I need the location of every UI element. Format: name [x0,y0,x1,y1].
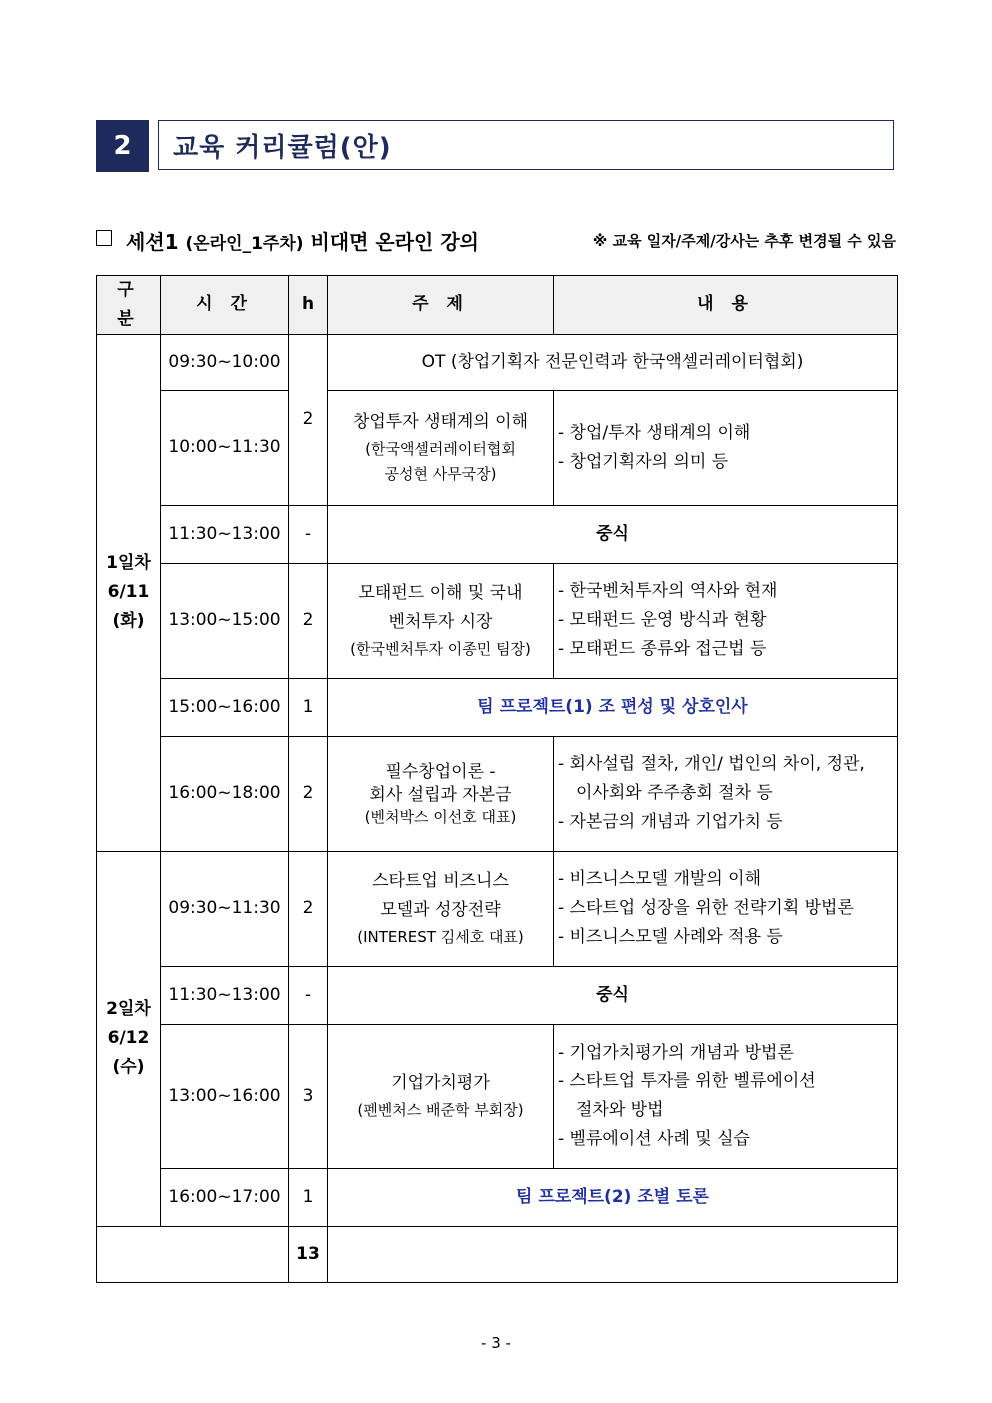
hours-cell: 2 [289,851,328,966]
content-line: - 기업가치평가의 개념과 방법론 [558,1042,794,1063]
hours-cell: 1 [289,678,328,736]
table-row [97,1024,898,1168]
change-note: ※ 교육 일자/주제/강사는 추후 변경될 수 있음 [592,232,896,250]
time-cell: 16:00~18:00 [161,736,289,851]
total-row [97,1226,898,1282]
topic-cell: OT (창업기획자 전문인력과 한국액셀러레이터협회) [328,334,898,390]
topic-line: 공성현 사무국장) [384,465,497,484]
time-cell: 11:30~13:00 [161,505,289,563]
lunch-cell: 중식 [328,966,898,1024]
day1-label: 1일차 [106,553,151,574]
content-line: 이사회와 주주총회 절차 등 [576,783,773,804]
topic-cell [328,736,554,851]
table-row [97,334,898,390]
time-cell: 11:30~13:00 [161,966,289,1024]
hours-cell: - [289,505,328,563]
checkbox-icon [96,230,112,246]
session-title-bold: 세션1 [126,230,179,254]
hours-cell: 2 [289,563,328,678]
content-cell [554,1024,898,1168]
content-cell [554,563,898,678]
time-cell: 10:00~11:30 [161,390,289,505]
content-line: - 비즈니스모델 사례와 적용 등 [558,927,783,948]
time-cell: 09:30~11:30 [161,851,289,966]
topic-line: 스타트업 비즈니스 [372,871,509,892]
section-title: 교육 커리큘럼(안) [158,120,894,170]
topic-line: 창업투자 생태계의 이해 [352,411,529,432]
table-row [97,505,898,563]
time-cell: 13:00~15:00 [161,563,289,678]
time-cell: 16:00~17:00 [161,1168,289,1226]
day2-weekday: (수) [112,1057,145,1078]
total-hours-cell: 13 [289,1226,328,1282]
topic-line: 벤처투자 시장 [388,612,493,633]
hours-cell: 2 [289,736,328,851]
content-line: 절차와 방법 [576,1100,664,1121]
content-line: - 회사설립 절차, 개인/ 법인의 차이, 정관, [558,754,865,775]
content-line: - 스타트업 성장을 위한 전략기획 방법론 [558,898,854,919]
header-content: 내 용 [554,276,898,335]
lunch-cell: 중식 [328,505,898,563]
content-line: - 모태펀드 종류와 접근법 등 [558,639,767,660]
day2-label: 2일차 [106,999,151,1020]
curriculum-table [96,275,898,1283]
topic-cell [328,390,554,505]
topic-line: 기업가치평가 [391,1073,490,1094]
topic-line: (한국액셀러레이터협회 [365,439,516,458]
table-row [97,1168,898,1226]
team-project-cell: 팀 프로젝트(1) 조 편성 및 상호인사 [328,678,898,736]
topic-line: 회사 설립과 자본금 [369,784,512,805]
table-row [97,678,898,736]
content-line: - 창업/투자 생태계의 이해 [558,422,751,443]
topic-line: 모태펀드 이해 및 국내 [358,583,523,604]
hours-cell: - [289,966,328,1024]
topic-cell [328,563,554,678]
day2-date: 6/12 [107,1028,150,1049]
hours-cell: 1 [289,1168,328,1226]
day1-weekday: (화) [112,611,145,632]
header-topic: 주 제 [328,276,554,335]
content-cell [554,736,898,851]
day2-cell [97,851,161,1226]
day1-cell [97,334,161,851]
table-row [97,966,898,1024]
time-cell: 15:00~16:00 [161,678,289,736]
content-line: - 벨류에이션 사례 및 실습 [558,1129,750,1150]
day1-date: 6/11 [107,582,150,603]
hours-cell: 3 [289,1024,328,1168]
header-hours: h [289,276,328,335]
content-cell [554,390,898,505]
topic-cell [328,1024,554,1168]
table-row [97,736,898,851]
team-project-cell: 팀 프로젝트(2) 조별 토론 [328,1168,898,1226]
content-line: - 창업기획자의 의미 등 [558,451,729,472]
table-header-row [97,276,898,335]
topic-line: (한국벤처투자 이종민 팀장) [350,639,531,658]
table-row [97,851,898,966]
total-label-cell [97,1226,289,1282]
section-header [96,120,896,172]
content-line: - 스타트업 투자를 위한 벨류에이션 [558,1071,816,1092]
table-row [97,563,898,678]
topic-line: 필수창업이론 - [385,761,496,782]
topic-line: (벤처박스 이선호 대표) [364,807,517,826]
time-cell: 09:30~10:00 [161,334,289,390]
session-line [96,226,896,254]
topic-line: (INTEREST 김세호 대표) [357,927,524,946]
content-line: - 한국벤처투자의 역사와 현재 [558,581,778,602]
content-line: - 자본금의 개념과 기업가치 등 [558,812,783,833]
time-cell: 13:00~16:00 [161,1024,289,1168]
content-cell [554,851,898,966]
session-title [126,226,479,255]
content-line: - 비즈니스모델 개발의 이해 [558,869,761,890]
session-title-paren: (온라인_1주차) [185,234,304,254]
hours-cell: 2 [289,334,328,505]
page-number: - 3 - [481,1334,511,1352]
content-line: - 모태펀드 운영 방식과 현황 [558,610,767,631]
session-title-rest: 비대면 온라인 강의 [310,230,479,254]
topic-line: 모델과 성장전략 [380,900,501,921]
table-row [97,390,898,505]
header-time: 시 간 [161,276,289,335]
topic-line: (펜벤처스 배준학 부회장) [357,1100,524,1119]
topic-cell [328,851,554,966]
total-empty-cell [328,1226,898,1282]
section-number: 2 [96,120,149,172]
header-division: 구 분 [97,276,161,335]
